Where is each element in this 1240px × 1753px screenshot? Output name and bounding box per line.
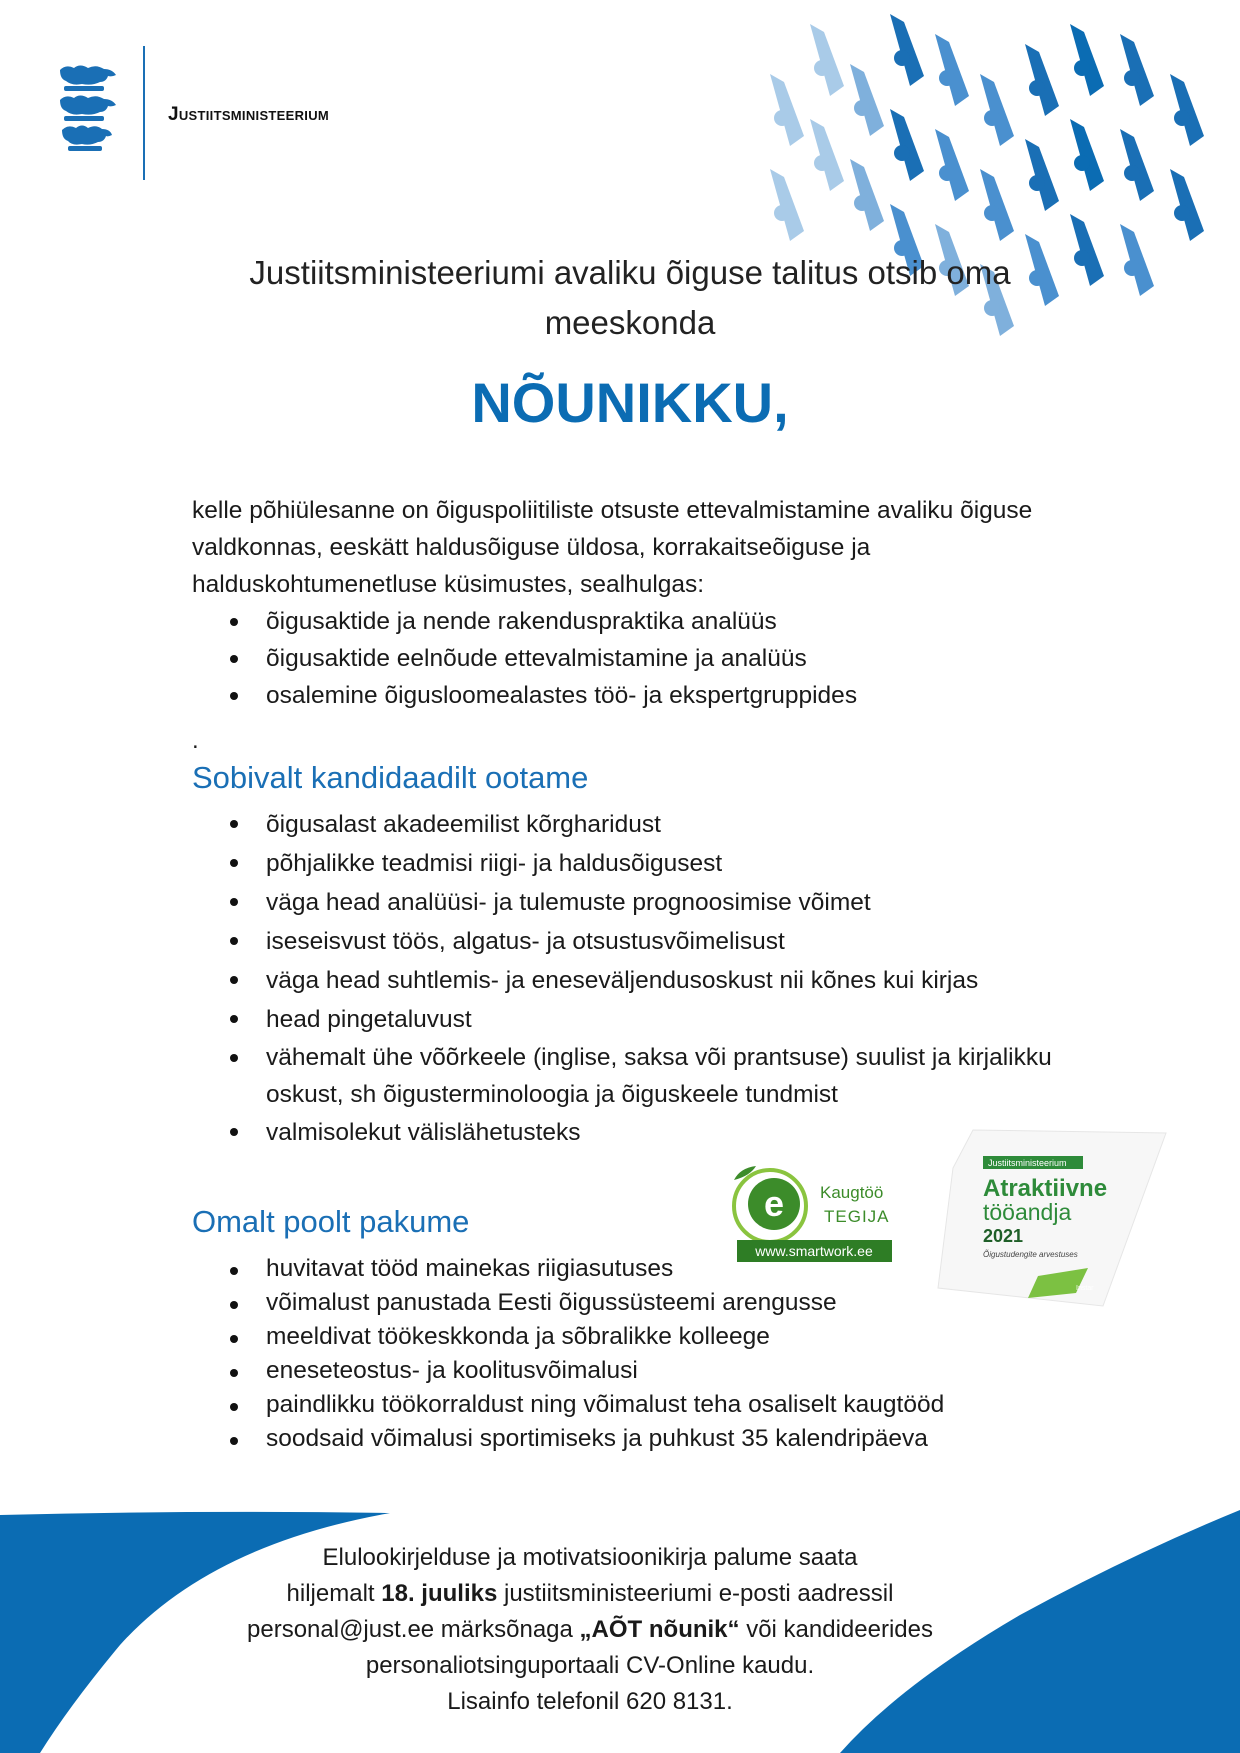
pattern-stripe [1070, 24, 1104, 96]
pattern-stripe [1025, 44, 1059, 116]
atr-label: Justiitsministeerium [988, 1158, 1067, 1168]
kaugtoo-line2: TEGIJA [824, 1207, 890, 1226]
requirements-heading: Sobivalt kandidaadilt ootame [192, 760, 589, 795]
list-item: põhjalikke teadmisi riigi- ja haldusõigusest [192, 844, 1072, 883]
pattern-stripe [850, 159, 884, 231]
pattern-stripe [810, 24, 844, 96]
kaugtoo-line1: Kaugtöö [820, 1183, 884, 1202]
pattern-dot [814, 60, 830, 76]
kaugtoo-url: www.smartwork.ee [755, 1243, 873, 1259]
footer-line: personal@just.ee märksõnaga „AÕT nõunik“ või kandideerides [247, 1616, 933, 1643]
list-item: iseseisvust töös, algatus- ja otsustusvõimelisust [192, 922, 1072, 961]
pattern-dot [1174, 110, 1190, 126]
pattern-stripe [890, 109, 924, 181]
email-text: personal@just.ee märksõnaga [247, 1616, 580, 1643]
offer-heading: Omalt poolt pakume [192, 1204, 470, 1239]
atr-line2: tööandja [983, 1199, 1072, 1225]
pattern-stripe [1120, 224, 1154, 296]
pattern-stripe [1120, 34, 1154, 106]
kaugtoo-tegija-badge [712, 1150, 897, 1265]
list-item: väga head suhtlemis- ja eneseväljendusoskust nii kõnes kui kirjas [192, 961, 1072, 1000]
ministry-name: Justiitsministeerium [168, 104, 330, 125]
atr-year: 2021 [983, 1226, 1024, 1246]
pattern-stripe [980, 169, 1014, 241]
pattern-dot [774, 205, 790, 221]
pattern-stripe [935, 34, 969, 106]
pattern-dot [984, 110, 1000, 126]
list-item: õigusaktide ja nende rakenduspraktika analüüs [192, 603, 1072, 640]
pattern-dot [774, 110, 790, 126]
pattern-stripe [935, 129, 969, 201]
pattern-stripe [770, 169, 804, 241]
requirements-section [192, 805, 1072, 1152]
pattern-dot [1074, 155, 1090, 171]
description-list [192, 603, 1072, 714]
list-item: võimalust panustada Eesti õigussüsteemi arengusse [192, 1286, 1072, 1320]
atr-brand: Instar [1076, 1285, 1094, 1292]
footer-line: hiljemalt 18. juuliks justiitsministeeriumi e-posti aadressil [286, 1580, 894, 1607]
description-text: kelle põhiülesanne on õiguspoliitiliste otsuste ettevalmistamine avaliku õiguse valdkonnas, eeskätt haldusõiguse üldosa, korrakaitseõiguse ja halduskohtumenetluse küsimustes, sealhulgas: [192, 497, 1033, 598]
pattern-stripe [980, 74, 1014, 146]
list-item: väga head analüüsi- ja tulemuste prognoosimise võimet [192, 883, 1072, 922]
pattern-dot [854, 100, 870, 116]
list-item: õigusaktide eelnõude ettevalmistamine ja analüüs [192, 640, 1072, 677]
list-item: head pingetaluvust [192, 1000, 1072, 1039]
pattern-stripe [1025, 139, 1059, 211]
pattern-dot [939, 165, 955, 181]
pattern-dot [1029, 80, 1045, 96]
footer-line: Elulookirjelduse ja motivatsioonikirja palume saata [322, 1544, 858, 1571]
list-item: paindlikku töökorraldust ning võimalust teha osaliselt kaugtööd [192, 1388, 1072, 1422]
pattern-stripe [1170, 74, 1204, 146]
pattern-stripe [1070, 119, 1104, 191]
application-instructions [180, 1540, 1000, 1684]
job-title: NÕUNIKKU, [471, 371, 789, 434]
pattern-stripe [1120, 129, 1154, 201]
list-item: eneseteostus- ja koolitusvõimalusi [192, 1354, 1072, 1388]
pattern-stripe [1170, 169, 1204, 241]
pattern-dot [1074, 60, 1090, 76]
pattern-stripe [770, 74, 804, 146]
keyword: „AÕT nõunik“ [579, 1616, 740, 1643]
pattern-dot [939, 70, 955, 86]
list-item: soodsaid võimalusi sportimiseks ja puhkust 35 kalendripäeva [192, 1422, 1072, 1456]
pattern-stripe [810, 119, 844, 191]
pattern-dot [1029, 175, 1045, 191]
contact-info: Lisainfo telefonil 620 8131. [447, 1688, 733, 1715]
job-intro: Justiitsministeeriumi avaliku õiguse talitus otsib oma meeskonda [249, 254, 1011, 341]
atr-sub: Õigustudengite arvestuses [983, 1250, 1078, 1259]
requirements-list [192, 805, 1072, 1152]
list-item: meeldivat töökeskkonda ja sõbralikke kolleege [192, 1320, 1072, 1354]
three-lions-coat-of-arms-icon [52, 62, 122, 162]
job-description [192, 492, 1072, 714]
pattern-dot [854, 195, 870, 211]
footer-line: personaliotsinguportaali CV-Online kaudu. [365, 1652, 815, 1679]
offer-section [192, 1252, 1072, 1456]
list-item: osalemine õigusloomealastes töö- ja ekspertgruppides [192, 677, 1072, 714]
pattern-dot [1124, 260, 1140, 276]
pattern-dot [894, 50, 910, 66]
pattern-dot [984, 205, 1000, 221]
atr-line1: Atraktiivne [983, 1175, 1108, 1202]
stray-dot: . [192, 727, 199, 754]
header-divider [143, 46, 145, 180]
list-item: õigusalast akadeemilist kõrgharidust [192, 805, 1072, 844]
pattern-stripe [890, 14, 924, 86]
pattern-dot [1174, 205, 1190, 221]
kaugtoo-letter: e [763, 1183, 785, 1224]
offer-list [192, 1252, 1072, 1456]
pattern-stripe [850, 64, 884, 136]
pattern-dot [1124, 70, 1140, 86]
deadline: 18. juuliks [381, 1580, 498, 1607]
pattern-dot [894, 145, 910, 161]
list-item: huvitavat tööd mainekas riigiasutuses [192, 1252, 1072, 1286]
list-item: valmisolekut välislähetusteks [192, 1113, 1072, 1152]
pattern-dot [1124, 165, 1140, 181]
pattern-dot [814, 155, 830, 171]
list-item: vähemalt ühe võõrkeele (inglise, saksa või prantsuse) suulist ja kirjalikku oskust, sh õigusterminoloogia ja õiguskeele tundmist [192, 1039, 1072, 1113]
